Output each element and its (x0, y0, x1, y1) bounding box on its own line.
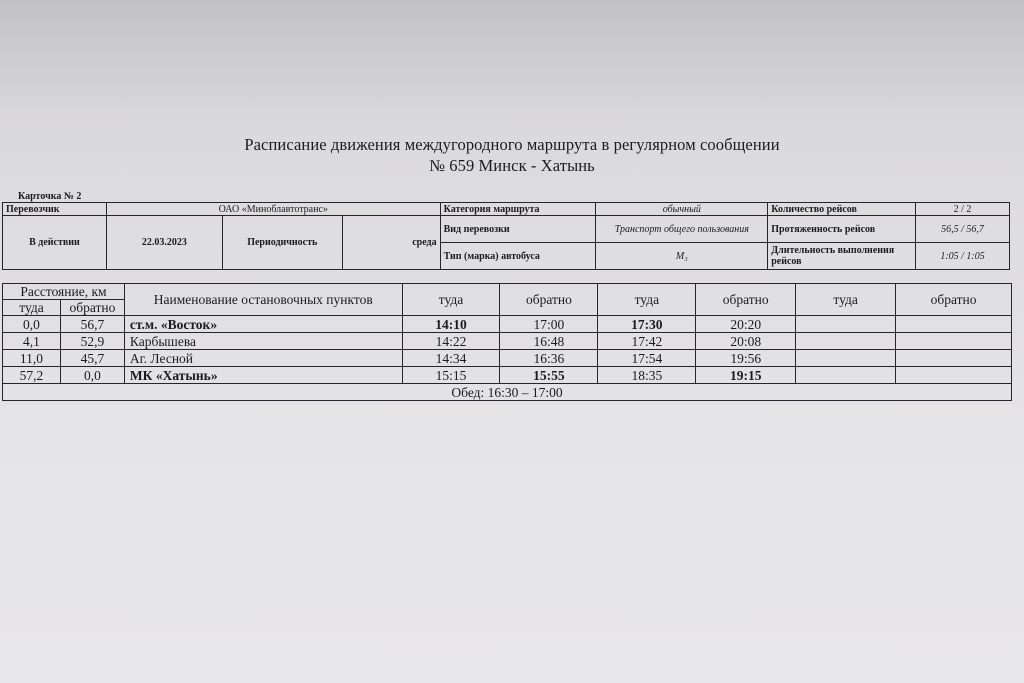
distance-back-header: обратно (60, 300, 124, 316)
time-cell: 16:36 (500, 350, 598, 367)
stops-header: Наименование остановочных пунктов (124, 284, 402, 316)
time-cell: 17:54 (598, 350, 696, 367)
carrier-label: Перевозчик (3, 203, 107, 216)
time-cell (896, 316, 1012, 333)
km-back: 52,9 (60, 333, 124, 350)
km-there: 0,0 (3, 316, 61, 333)
duration-label: Длительность выполнения рейсов (768, 243, 916, 270)
km-there: 4,1 (3, 333, 61, 350)
periodicity-label: Периодичность (222, 216, 342, 270)
km-back: 56,7 (60, 316, 124, 333)
time-cell (796, 316, 896, 333)
distance-there-header: туда (3, 300, 61, 316)
time-cell: 15:55 (500, 367, 598, 384)
km-back: 45,7 (60, 350, 124, 367)
time-cell: 19:15 (696, 367, 796, 384)
table-row (3, 333, 1012, 350)
category-value: обычный (596, 203, 768, 216)
carrier-value: ОАО «Миноблавтотранс» (106, 203, 440, 216)
time-cell: 20:08 (696, 333, 796, 350)
stop-name: Карбышева (124, 333, 402, 350)
lunch-break-note: Обед: 16:30 – 17:00 (3, 384, 1012, 401)
trip-header: обратно (500, 284, 598, 316)
route-title: № 659 Минск - Хатынь (429, 156, 595, 175)
km-back: 0,0 (60, 367, 124, 384)
table-row (3, 367, 1012, 384)
time-cell (896, 333, 1012, 350)
time-cell: 17:30 (598, 316, 696, 333)
time-cell (896, 367, 1012, 384)
time-cell: 18:35 (598, 367, 696, 384)
time-cell: 14:34 (402, 350, 500, 367)
time-cell: 17:00 (500, 316, 598, 333)
schedule-table (2, 283, 1012, 401)
time-cell (896, 350, 1012, 367)
stop-name: ст.м. «Восток» (124, 316, 402, 333)
km-there: 57,2 (3, 367, 61, 384)
periodicity-value: среда (342, 216, 440, 270)
time-cell: 17:42 (598, 333, 696, 350)
transport-type-value: Транспорт общего пользования (596, 216, 768, 243)
trip-header: обратно (896, 284, 1012, 316)
time-cell: 20:20 (696, 316, 796, 333)
table-row (3, 350, 1012, 367)
trips-count-label: Количество рейсов (768, 203, 916, 216)
time-cell (796, 333, 896, 350)
stop-name: МК «Хатынь» (124, 367, 402, 384)
time-cell (796, 367, 896, 384)
duration-value: 1:05 / 1:05 (916, 243, 1010, 270)
stop-name: Аг. Лесной (124, 350, 402, 367)
in-effect-label: В действии (3, 216, 107, 270)
trip-header: обратно (696, 284, 796, 316)
time-cell: 16:48 (500, 333, 598, 350)
length-label: Протяженность рейсов (768, 216, 916, 243)
time-cell: 14:10 (402, 316, 500, 333)
time-cell: 14:22 (402, 333, 500, 350)
transport-type-label: Вид перевозки (440, 216, 596, 243)
time-cell (796, 350, 896, 367)
time-cell: 15:15 (402, 367, 500, 384)
trip-header: туда (598, 284, 696, 316)
category-label: Категория маршрута (440, 203, 596, 216)
document-title: Расписание движения междугородного маршрута в регулярном сообщении (244, 135, 780, 154)
paper-shadow (0, 0, 1024, 120)
trips-count-value: 2 / 2 (916, 203, 1010, 216)
bus-type-label: Тип (марка) автобуса (440, 243, 596, 270)
trip-header: туда (796, 284, 896, 316)
table-row (3, 316, 1012, 333)
card-number: Карточка № 2 (18, 191, 82, 202)
in-effect-date: 22.03.2023 (106, 216, 222, 270)
km-there: 11,0 (3, 350, 61, 367)
time-cell: 19:56 (696, 350, 796, 367)
distance-header: Расстояние, км (3, 284, 125, 300)
trip-header: туда (402, 284, 500, 316)
length-value: 56,5 / 56,7 (916, 216, 1010, 243)
bus-type-value: М₃ (596, 243, 768, 270)
route-info-table (2, 202, 1010, 270)
